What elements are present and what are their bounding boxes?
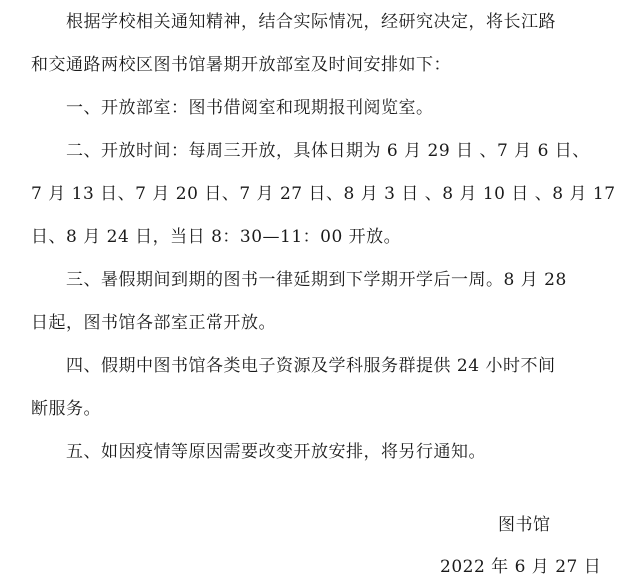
paragraph-line: 断服务。 [31, 399, 101, 419]
paragraph-line: 和交通路两校区图书馆暑期开放部室及时间安排如下： [31, 55, 451, 75]
paragraph-line: 7 月 13 日、7 月 20 日、7 月 27 日、8 月 3 日 、8 月 10 日 、8 月 17 [31, 184, 616, 204]
paragraph-line: 五、如因疫情等原因需要改变开放安排，将另行通知。 [66, 442, 486, 462]
paragraph-line: 三、暑假期间到期的图书一律延期到下学期开学后一周。8 月 28 [66, 270, 567, 290]
paragraph-line: 二、开放时间：每周三开放，具体日期为 6 月 29 日 、7 月 6 日、 [66, 141, 590, 161]
signature-organization: 图书馆 [498, 515, 551, 535]
paragraph-line: 根据学校相关通知精神，结合实际情况，经研究决定，将长江路 [66, 12, 556, 32]
paragraph-line: 一、开放部室：图书借阅室和现期报刊阅览室。 [66, 98, 434, 118]
paragraph-line: 日、8 月 24 日，当日 8：30—11：00 开放。 [31, 227, 402, 247]
paragraph-line: 日起，图书馆各部室正常开放。 [31, 313, 276, 333]
paragraph-line: 四、假期中图书馆各类电子资源及学科服务群提供 24 小时不间 [66, 356, 556, 376]
signature-date: 2022 年 6 月 27 日 [440, 557, 602, 577]
